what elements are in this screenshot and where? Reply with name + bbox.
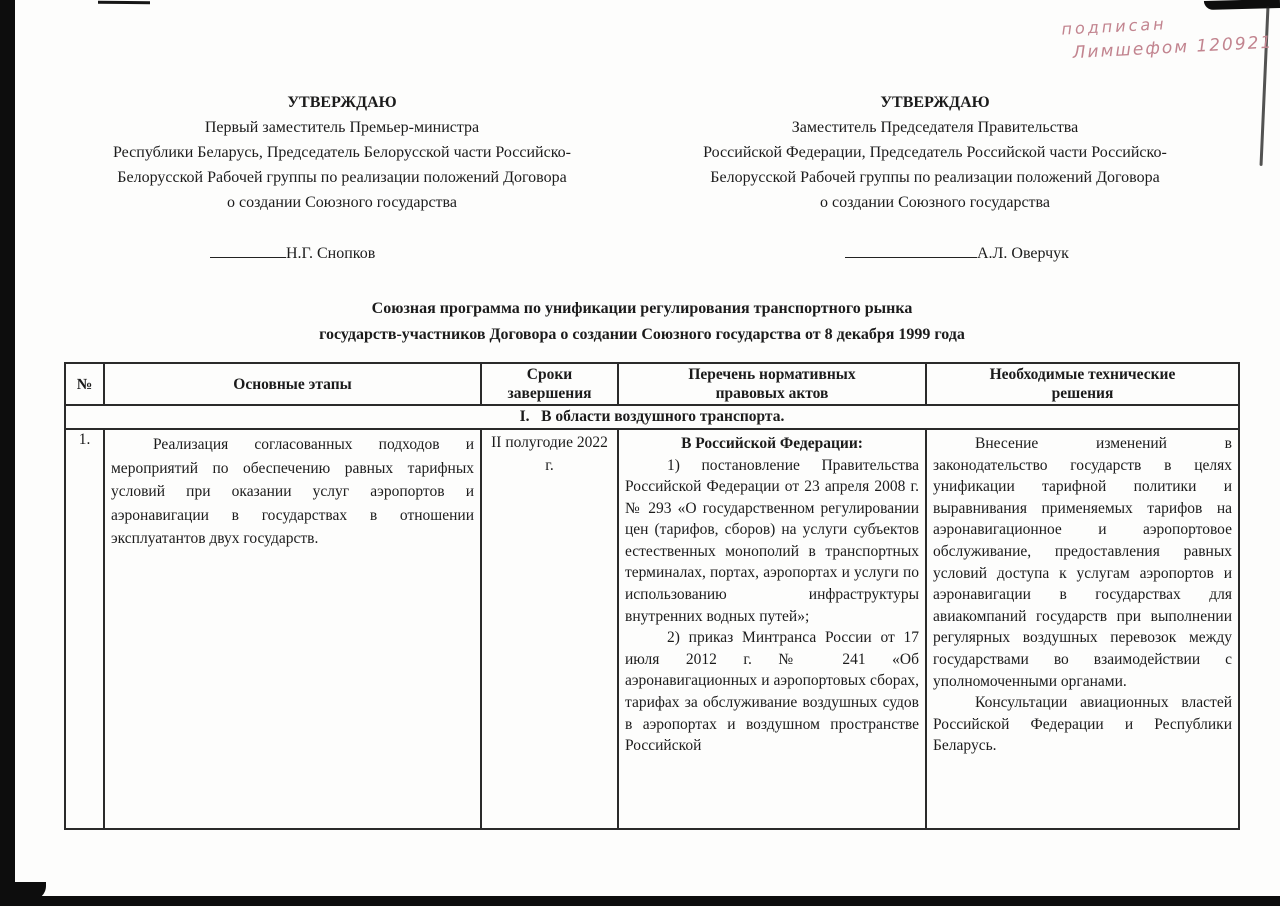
cell-technical-solutions <box>926 429 1239 829</box>
column-header-deadline: Сроки завершения <box>481 363 618 405</box>
column-header-acts: Перечень нормативных правовых актов <box>618 363 926 405</box>
handwritten-note <box>1061 6 1278 65</box>
handwritten-note-line2: Лимшефом 120921 <box>1072 32 1274 64</box>
signature-underline <box>845 244 977 258</box>
scan-border-bottom <box>0 896 1280 906</box>
scan-mark-top-left <box>98 1 150 5</box>
acts-paragraph-2: 2) приказ Минтранса России от 17 июля 2012 г. № 241 «Об аэронавигационных и аэропортовых сборах, тарифах за обслуживание воздушных судов в аэропортах и воздушном пространстве Российской <box>625 629 919 755</box>
table-section-row <box>65 405 1239 429</box>
cell-main-stages <box>104 429 481 829</box>
approval-heading: УТВЕРЖДАЮ <box>287 94 397 111</box>
signature-belarus <box>210 244 375 263</box>
solutions-paragraph-1: Внесение изменений в законодательство государств в целях унификации тарифной политики и выравнивания применяемых тарифов на аэронавигационное и аэропортовое обслуживание, предоставления равных условий доступа к услугам аэропортов и аэронавигации в государствах для авиакомпаний государств при выполнении регулярных воздушных перевозок между государствами во взаимодействии с уполномоченными органами. <box>933 435 1232 690</box>
approval-line: о создании Союзного государства <box>227 194 457 211</box>
table-header-row <box>65 363 1239 405</box>
signature-name: А.Л. Оверчук <box>977 245 1069 262</box>
signature-russia <box>845 244 1069 263</box>
approval-line: о создании Союзного государства <box>820 194 1050 211</box>
column-header-stages: Основные этапы <box>104 363 481 405</box>
solutions-paragraph-2: Консультации авиационных властей Российской Федерации и Республики Беларусь. <box>933 694 1232 755</box>
approval-line: Первый заместитель Премьер-министра <box>204 119 480 136</box>
section-title-air-transport: I. В области воздушного транспорта. <box>65 405 1239 429</box>
approval-block-belarus <box>64 90 620 215</box>
table-row <box>65 429 1239 829</box>
scan-border-left <box>0 0 15 900</box>
acts-paragraph-1: 1) постановление Правительства Российской Федерации от 23 апреля 2008 г. № 293 «О государственном регулировании цен (тарифов, сборов) на услуги субъектов естественных монополий в транспортных терминалах, портах, аэропортах и услуги по использованию инфраструктуры внутренних водных путей»; <box>625 456 919 625</box>
stages-paragraph: Реализация согласованных подходов и мероприятий по обеспечению равных тарифных условий при оказании услуг аэропортов и аэронавигации в государствах в отношении эксплуатантов двух государств. <box>111 436 474 547</box>
program-table <box>64 362 1240 830</box>
column-header-solutions: Необходимые технические решения <box>926 363 1239 405</box>
acts-heading: В Российской Федерации: <box>681 435 863 452</box>
signature-underline <box>210 244 286 258</box>
approval-line: Заместитель Председателя Правительства <box>791 119 1079 136</box>
approval-heading: УТВЕРЖДАЮ <box>880 94 990 111</box>
approval-line: Республики Беларусь, Председатель Белорусской части Российско- <box>112 144 571 161</box>
cell-deadline: II полугодие 2022 г. <box>481 429 618 829</box>
cell-row-number: 1. <box>65 429 104 829</box>
column-header-number: № <box>65 363 104 405</box>
document-title <box>60 296 1224 348</box>
signature-name: Н.Г. Снопков <box>286 245 376 262</box>
document-title-line2: государств-участников Договора о создании Союзного государства от 8 декабря 1999 года <box>319 326 965 343</box>
approval-line: Российской Федерации, Председатель Российской части Российско- <box>703 144 1167 161</box>
handwritten-note-line1: подписан <box>1060 14 1168 39</box>
approval-block-russia <box>646 90 1224 215</box>
approval-line: Белорусской Рабочей группы по реализации положений Договора <box>710 169 1160 186</box>
cell-legal-acts <box>618 429 926 829</box>
document-title-line1: Союзная программа по унификации регулирования транспортного рынка <box>371 300 913 317</box>
approval-line: Белорусской Рабочей группы по реализации положений Договора <box>117 169 567 186</box>
